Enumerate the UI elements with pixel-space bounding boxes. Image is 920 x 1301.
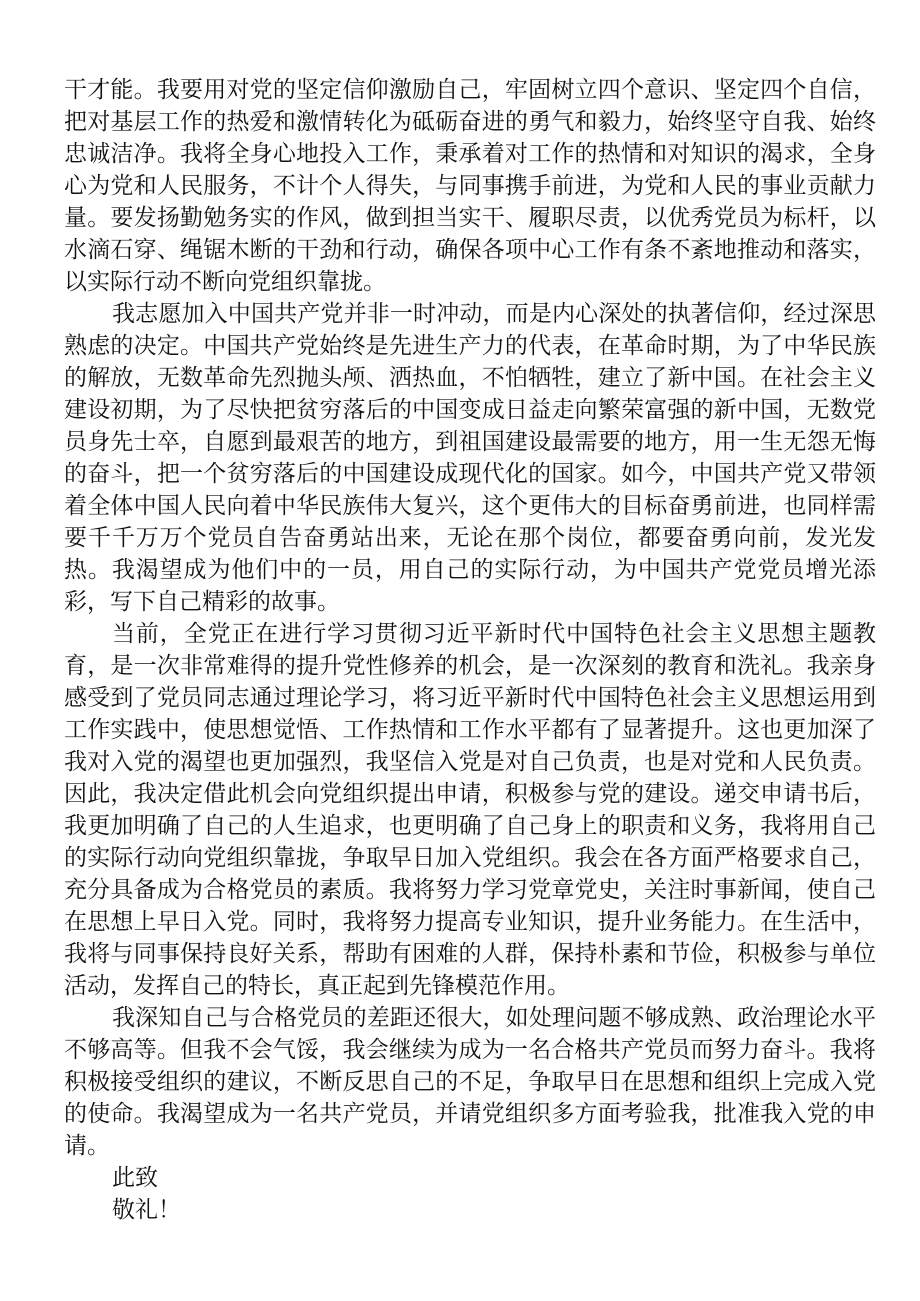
closing-regards: 敬礼！ bbox=[112, 1197, 181, 1223]
document-page bbox=[64, 74, 876, 1226]
paragraph-1: 干才能。我要用对党的坚定信仰激励自己，牢固树立四个意识、坚定四个自信，把对基层工作的热爱和激情转化为砥砺奋进的勇气和毅力，始终坚守自我、始终忠诚洁净。我将全身心地投入工作，秉承着对工作的热情和对知识的渴求，全身心为党和人民服务，不计个人得失，与同事携手前进，为党和人民的事业贡献力量。要发扬勤勉务实的作风，做到担当实干、履职尽责，以优秀党员为标杆，以水滴石穿、绳锯木断的干劲和行动，确保各项中心工作有条不紊地推动和落实，以实际行动不断向党组织靠拢。 bbox=[64, 77, 876, 295]
paragraph-2: 我志愿加入中国共产党并非一时冲动，而是内心深处的执著信仰，经过深思熟虑的决定。中国共产党始终是先进生产力的代表，在革命时期，为了中华民族的解放，无数革命先烈抛头颅、洒热血，不怕牺牲，建立了新中国。在社会主义建设初期，为了尽快把贫穷落后的中国变成日益走向繁荣富强的新中国，无数党员身先士卒，自愿到最艰苦的地方，到祖国建设最需要的地方，用一生无怨无悔的奋斗，把一个贫穷落后的中国建设成现代化的国家。如今，中国共产党又带领着全体中国人民向着中华民族伟大复兴，这个更伟大的目标奋勇前进，也同样需要千千万万个党员自告奋勇站出来，无论在那个岗位，都要奋勇向前，发光发热。我渴望成为他们中的一员，用自己的实际行动，为中国共产党党员增光添彩，写下自己精彩的故事。 bbox=[64, 301, 876, 615]
paragraph-3: 当前，全党正在进行学习贯彻习近平新时代中国特色社会主义思想主题教育，是一次非常难得的提升党性修养的机会，是一次深刻的教育和洗礼。我亲身感受到了党员同志通过理论学习，将习近平新时代中国特色社会主义思想运用到工作实践中，使思想觉悟、工作热情和工作水平都有了显著提升。这也更加深了我对入党的渴望也更加强烈，我坚信入党是对自己负责，也是对党和人民负责。因此，我决定借此机会向党组织提出申请，积极参与党的建设。递交申请书后，我更加明确了自己的人生追求，也更明确了自己身上的职责和义务，我将用自己的实际行动向党组织靠拢，争取早日加入党组织。我会在各方面严格要求自己，充分具备成为合格党员的素质。我将努力学习党章党史，关注时事新闻，使自己在思想上早日入党。同时，我将努力提高专业知识，提升业务能力。在生活中，我将与同事保持良好关系，帮助有困难的人群，保持朴素和节俭，积极参与单位活动，发挥自己的特长，真正起到先锋模范作用。 bbox=[64, 621, 876, 999]
closing-salutation: 此致 bbox=[112, 1165, 158, 1191]
paragraph-4: 我深知自己与合格党员的差距还很大，如处理问题不够成熟、政治理论水平不够高等。但我不会气馁，我会继续为成为一名合格共产党员而努力奋斗。我将积极接受组织的建议，不断反思自己的不足，争取早日在思想和组织上完成入党的使命。我渴望成为一名共产党员，并请党组织多方面考验我，批准我入党的申请。 bbox=[64, 1005, 876, 1159]
